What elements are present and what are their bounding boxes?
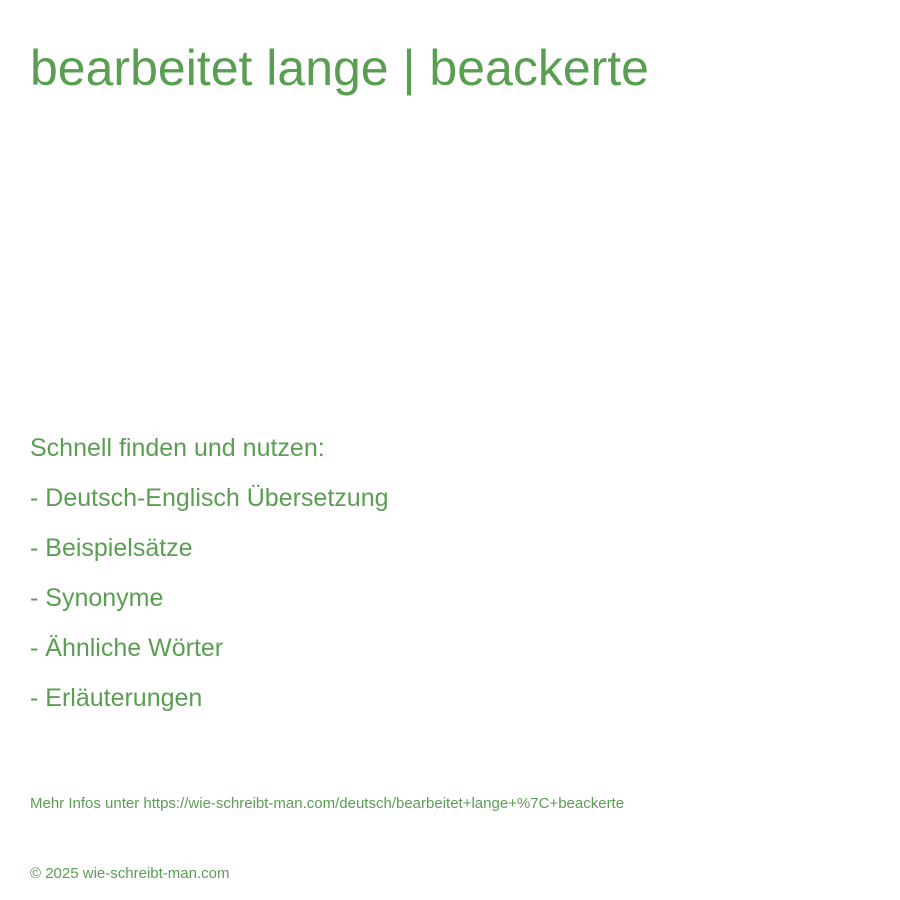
feature-item-explanations: - Erläuterungen [30, 684, 203, 712]
feature-item-synonyms: - Synonyme [30, 584, 164, 612]
feature-list-heading: Schnell finden und nutzen: [30, 434, 325, 462]
feature-item-translation: - Deutsch-Englisch Übersetzung [30, 484, 389, 512]
feature-list [30, 423, 389, 723]
feature-item-similar-words: - Ähnliche Wörter [30, 634, 224, 662]
page-title: bearbeitet lange | beackerte [30, 40, 649, 96]
copyright-text: © 2025 wie-schreibt-man.com [30, 865, 230, 882]
more-info-link: Mehr Infos unter https://wie-schreibt-man.com/deutsch/bearbeitet+lange+%7C+beackerte [30, 795, 625, 812]
feature-item-example-sentences: - Beispielsätze [30, 534, 193, 562]
